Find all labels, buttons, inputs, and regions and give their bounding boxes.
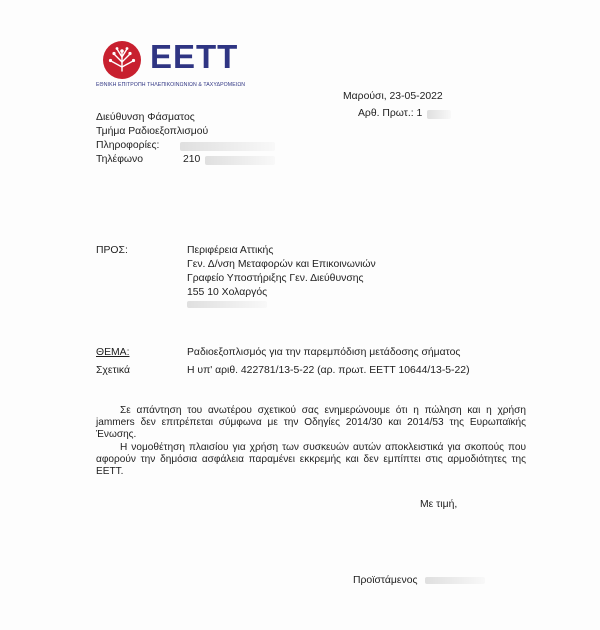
signatory-title: Προϊστάμενος: [353, 575, 418, 586]
redacted-recipient: [187, 301, 267, 308]
recipient-line-2: Γεν. Δ/νση Μεταφορών και Επικοινωνιών: [187, 259, 376, 270]
related-text: Η υπ' αριθ. 422781/13-5-22 (αρ. πρωτ. ΕΕΤΤ 10644/13-5-22): [187, 365, 470, 376]
recipient-line-4: 155 10 Χολαργός: [187, 287, 268, 298]
sender-department: Τμήμα Ραδιοεξοπλισμού: [96, 126, 209, 137]
redacted-protocol: [427, 110, 451, 119]
body-paragraph-2: Η νομοθέτηση πλαισίου για χρήση των συσκευών αυτών αποκλειστικά για σκοπούς που αφορούν την δημόσια ασφάλεια παραμένει εκκρεμής και δεν εμπίπτει στις αρμοδιότητες της ΕΕΤΤ.: [96, 441, 526, 478]
closing: Με τιμή,: [420, 499, 458, 510]
logo-subtitle: ΕΘΝΙΚΗ ΕΠΙΤΡΟΠΗ ΤΗΛΕΠΙΚΟΙΝΩΝΙΩΝ & ΤΑΧΥΔΡΟΜΕΙΩΝ: [96, 82, 246, 88]
protocol-number: Αρθ. Πρωτ.: 1: [358, 108, 423, 119]
to-label: ΠΡΟΣ:: [96, 245, 128, 256]
letter-body: [96, 405, 526, 478]
phone-value: 210: [183, 154, 201, 165]
body-paragraph-1: Σε απάντηση του ανωτέρου σχετικού σας ενημερώνουμε ότι η πώληση και η χρήση jammers δεν επιτρέπεται σύμφωνα με την Οδηγίες 2014/30 και 2014/53 της Ευρωπαϊκής Ένωσης.: [96, 405, 526, 441]
redacted-phone: [205, 156, 275, 165]
eett-logo: [96, 36, 266, 92]
eett-logo-mark-icon: [102, 40, 142, 80]
redacted-signatory: [425, 577, 485, 584]
place-date: Μαρούσι, 23-05-2022: [343, 91, 443, 102]
phone-label: Τηλέφωνο: [96, 154, 144, 165]
logo-name: ΕΕΤΤ: [150, 38, 239, 75]
redacted-info: [180, 142, 275, 151]
subject-text: Ραδιοεξοπλισμός για την παρεμπόδιση μετάδοσης σήματος: [187, 347, 461, 358]
recipient-line-3: Γραφείο Υποστήριξης Γεν. Διεύθυνσης: [187, 273, 364, 284]
related-label: Σχετικά: [96, 365, 130, 376]
subject-label: ΘΕΜΑ:: [96, 347, 130, 358]
recipient-line-1: Περιφέρεια Αττικής: [187, 245, 274, 256]
sender-directorate: Διεύθυνση Φάσματος: [96, 112, 195, 123]
info-label: Πληροφορίες:: [96, 140, 160, 151]
